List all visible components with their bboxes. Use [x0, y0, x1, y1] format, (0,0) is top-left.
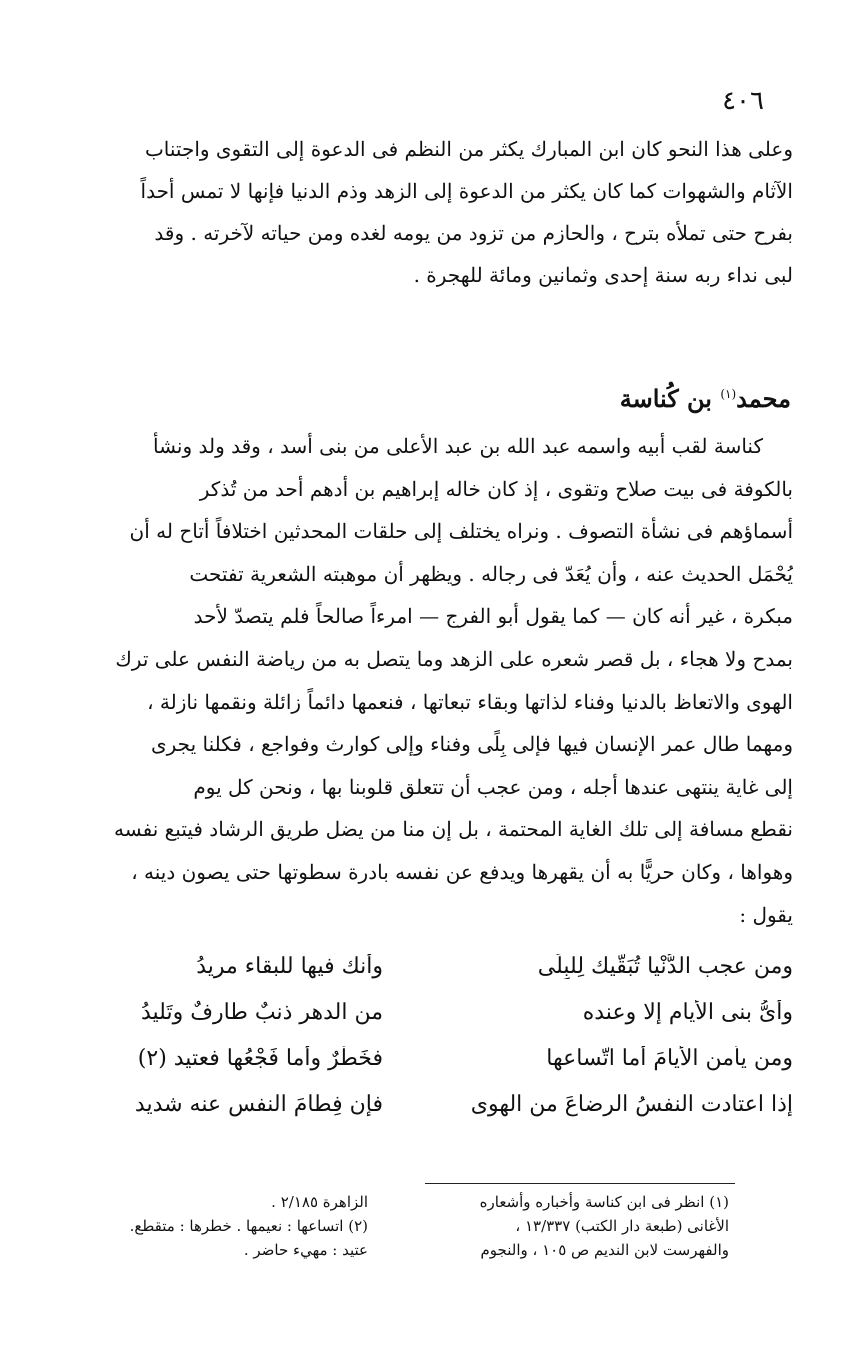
text-line: وعلى هذا النحو كان ابن المبارك يكثر من النظم فى الدعوة إلى التقوى واجتناب	[144, 137, 793, 161]
heading-name-first: محمد	[736, 384, 791, 413]
text-line: نقطع مسافة إلى تلك الغاية المحتمة ، بل إن منا من يضل طريق الرشاد فيتبع نفسه	[114, 817, 793, 842]
text-line: وهواها ، وكان حريًّا به أن يقهرها ويدفع عن نفسه بادرة سطوتها حتى يصون دينه ،	[131, 859, 793, 884]
poem-verse	[38, 1081, 793, 1127]
intro-paragraph	[58, 128, 793, 296]
verse-first-hemistich: ومن يأمن الأيامَ أما اتّساعها	[546, 1045, 793, 1071]
text-line: يقول :	[739, 902, 793, 927]
footnotes-right-column	[429, 1190, 729, 1262]
footnote-divider	[425, 1183, 735, 1184]
text-line: كناسة لقب أبيه واسمه عبد الله بن عبد الأعلى من بنى أسد ، وقد ولد ونشأ	[153, 434, 763, 458]
footnote-line: عتيد : مهيء حاضر .	[243, 1241, 368, 1259]
footnote-line: الزاهرة ٢/١٨٥ .	[271, 1193, 368, 1211]
section-heading	[620, 384, 791, 413]
heading-name-rest: بن كُناسة	[619, 384, 712, 413]
footnote-line: (١) انظر فى ابن كناسة وأخباره وأشعاره	[479, 1193, 729, 1211]
biography-paragraph	[58, 425, 793, 936]
text-line: ومهما طال عمر الإنسان فيها فإلى بِلًى وفناء وإلى كوارث وفواجع ، فكلنا يجرى	[150, 732, 793, 757]
verse-second-hemistich: فإن فِطامَ النفس عنه شديد	[134, 1091, 383, 1117]
poem	[38, 943, 793, 1127]
text-line: بمدح ولا هجاء ، بل قصر شعره على الزهد وما يتصل به من رياضة النفس على ترك	[115, 646, 793, 671]
text-line: الآثام والشهوات كما كان يكثر من الدعوة إلى الزهد وذم الدنيا فإنها لا تمس أحداً	[140, 179, 793, 203]
text-line: الهوى والاتعاظ بالدنيا وفناء لذاتها وبقاء تبعاتها ، فنعمها دائماً زائلة ونقمها نازلة ،	[147, 689, 793, 714]
text-line: لبى نداء ربه سنة إحدى وثمانين ومائة للهجرة .	[413, 263, 793, 287]
text-line: أسماؤهم فى نشأة التصوف . ونراه يختلف إلى حلقات المحدثين اختلافاً أتاح له أن	[129, 519, 793, 544]
verse-first-hemistich: إذا اعتادت النفسُ الرضاعَ من الهوى	[470, 1091, 793, 1117]
poem-verse	[38, 989, 793, 1035]
poem-verse	[38, 943, 793, 989]
verse-first-hemistich: وأىُّ بنى الأيام إلا وعنده	[582, 999, 793, 1025]
verse-second-hemistich: فخَطْرٌ وأما فَجْعُها فعتيد (٢)	[137, 1045, 383, 1071]
page-number: ٤٠٦	[722, 86, 764, 116]
footnote-line: والفهرست لابن النديم ص ١٠٥ ، والنجوم	[480, 1241, 729, 1259]
footnotes-left-column	[38, 1190, 368, 1262]
verse-first-hemistich: ومن عجب الدُّنْيا تُبَقّيك لِلبِلَى	[537, 953, 793, 979]
poem-verse	[38, 1035, 793, 1081]
text-line: إلى غاية ينتهى عندها أجله ، ومن عجب أن تتعلق قلوبنا بها ، ونحن كل يوم	[193, 774, 793, 799]
text-line: يُحْمَل الحديث عنه ، وأن يُعَدّ فى رجاله . ويظهر أن موهبته الشعرية تفتحت	[189, 561, 793, 586]
verse-second-hemistich: من الدهر ذنبٌ طارفٌ وتَليدُ	[141, 999, 383, 1025]
text-line: بالكوفة فى بيت صلاح وتقوى ، إذ كان خاله إبراهيم بن أدهم أحد من تُذكر	[199, 476, 793, 501]
text-line: مبكرة ، غير أنه كان — كما يقول أبو الفرج — امرءاً صالحاً فلم يتصدّ لأحد	[193, 604, 793, 629]
footnote-marker: (١)	[720, 387, 737, 401]
footnote-line: (٢) اتساعها : نعيمها . خطرها : متقطع.	[129, 1217, 368, 1235]
text-line: بفرح حتى تملأه بترح ، والحازم من تزود من يومه لغده ومن حياته لآخرته . وقد	[154, 221, 793, 245]
footnote-line: الأغانى (طبعة دار الكتب) ١٣/٣٣٧ ،	[515, 1217, 729, 1235]
verse-second-hemistich: وأنك فيها للبقاء مريدُ	[196, 953, 383, 979]
